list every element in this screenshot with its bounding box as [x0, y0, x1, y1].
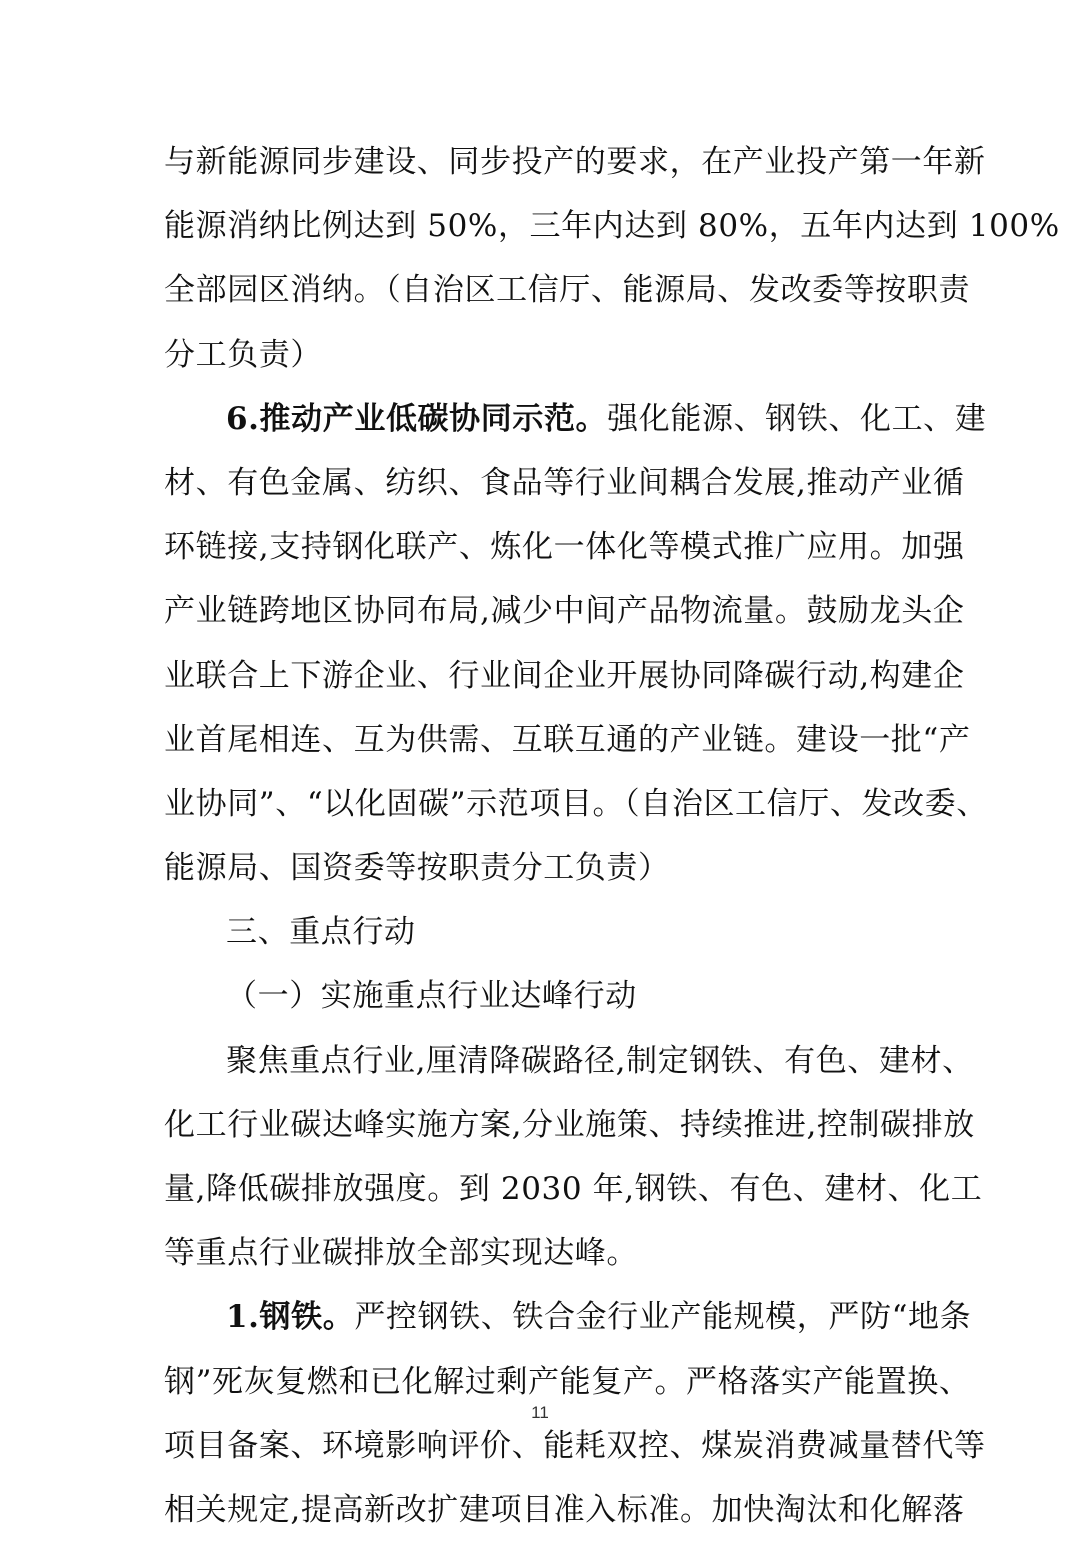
text-line: 业协同”、“以化固碳”示范项目。（自治区工信厅、发改委、 — [164, 785, 988, 822]
text-line: 能源消纳比例达到 50%，三年内达到 80%，五年内达到 100% — [164, 208, 1060, 245]
text-line: 聚焦重点行业,厘清降碳路径,制定钢铁、有色、建材、 — [226, 1042, 974, 1079]
text-line: 与新能源同步建设、同步投产的要求，在产业投产第一年新 — [164, 144, 986, 180]
text-line: 等重点行业碳排放全部实现达峰。 — [164, 1235, 638, 1272]
text-line: 材、有色金属、纺织、食品等行业间耦合发展,推动产业循 — [164, 464, 965, 501]
paragraph-subsection-body — [164, 1029, 983, 1286]
text-line: 量,降低碳排放强度。到 2030 年,钢铁、有色、建材、化工 — [164, 1171, 983, 1207]
text-line: 分工负责） — [164, 336, 322, 373]
text-line: 项目备案、环境影响评价、能耗双控、煤炭消费减量替代等 — [164, 1427, 986, 1464]
text-line: 能源局、国资委等按职责分工负责） — [164, 850, 670, 887]
text-line: 全部园区消纳。（自治区工信厅、能源局、发改委等按职责 — [164, 272, 971, 309]
paragraph-item-6 — [164, 387, 988, 901]
text-line: 业联合上下游企业、行业间企业开展协同降碳行动,构建企 — [164, 657, 965, 694]
text-line — [164, 1285, 972, 1349]
subsection-heading: （一）实施重点行业达峰行动 — [226, 978, 637, 1015]
text-line — [164, 387, 987, 451]
item-heading: 1.钢铁。 — [226, 1299, 355, 1336]
text-line: 业首尾相连、互为供需、互联互通的产业链。建设一批“产 — [164, 721, 971, 758]
item-text: 强化能源、钢铁、化工、建 — [607, 400, 987, 437]
text-line: 化工行业碳达峰实施方案,分业施策、持续推进,控制碳排放 — [164, 1106, 975, 1143]
text-line: 相关规定,提高新改扩建项目准入标准。加快淘汰和化解落 — [164, 1491, 965, 1528]
document-body — [164, 130, 1060, 1542]
text-line: 产业链跨地区协同布局,减少中间产品物流量。鼓励龙头企 — [164, 593, 965, 630]
text-line: 钢”死灰复燃和已化解过剩产能复产。严格落实产能置换、 — [164, 1363, 971, 1400]
item-text: 严控钢铁、铁合金行业产能规模，严防“地条 — [354, 1299, 972, 1336]
section-heading: 三、重点行动 — [226, 914, 416, 951]
paragraph-continuation — [164, 130, 1060, 387]
text-line: 环链接,支持钢化联产、炼化一体化等模式推广应用。加强 — [164, 529, 965, 566]
item-heading: 6.推动产业低碳协同示范。 — [226, 400, 608, 437]
page-number: 11 — [531, 1403, 549, 1422]
